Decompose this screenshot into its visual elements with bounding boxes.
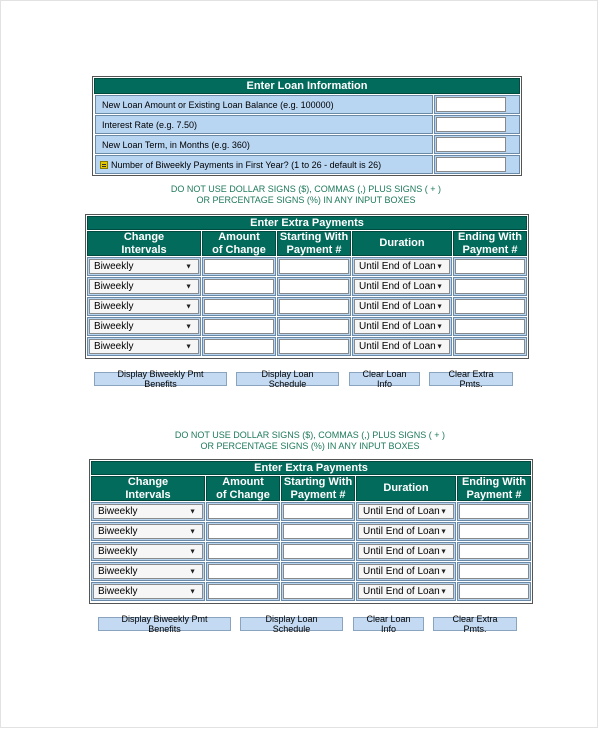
interval-select-value: Biweekly — [98, 546, 138, 557]
interval-select[interactable] — [89, 279, 199, 294]
duration-select-value: Until End of Loan — [363, 506, 440, 517]
starting-payment-input[interactable] — [283, 524, 353, 539]
menu-lines-icon[interactable] — [100, 161, 108, 169]
column-header-amount-of-change: Amount of Change — [202, 231, 276, 256]
chevron-down-icon: ▼ — [440, 568, 447, 575]
duration-select-value: Until End of Loan — [359, 321, 436, 332]
column-header-amount-of-change: Amount of Change — [206, 476, 280, 501]
ending-payment-input[interactable] — [455, 339, 525, 354]
starting-payment-input[interactable] — [279, 259, 349, 274]
amount-of-change-input[interactable] — [208, 584, 278, 599]
chevron-down-icon: ▼ — [189, 528, 196, 535]
column-header-starting-payment: Starting With Payment # — [281, 476, 355, 501]
amount-of-change-input[interactable] — [204, 259, 274, 274]
interval-select-value: Biweekly — [94, 301, 134, 312]
chevron-down-icon: ▼ — [440, 588, 447, 595]
chevron-down-icon: ▼ — [440, 548, 447, 555]
duration-select[interactable] — [358, 564, 454, 579]
interval-select-value: Biweekly — [94, 321, 134, 332]
chevron-down-icon: ▼ — [185, 263, 192, 270]
duration-select[interactable] — [354, 259, 450, 274]
chevron-down-icon: ▼ — [440, 528, 447, 535]
amount-of-change-input[interactable] — [204, 339, 274, 354]
interval-select[interactable] — [93, 524, 203, 539]
biweekly-count-label — [95, 155, 433, 174]
extra-payments-header: Enter Extra Payments — [91, 461, 531, 475]
interval-select-value: Biweekly — [98, 506, 138, 517]
starting-payment-input[interactable] — [279, 299, 349, 314]
column-header-duration: Duration — [352, 231, 452, 256]
chevron-down-icon: ▼ — [185, 323, 192, 330]
column-header-ending-payment: Ending With Payment # — [453, 231, 527, 256]
starting-payment-input[interactable] — [283, 544, 353, 559]
column-header-ending-payment: Ending With Payment # — [457, 476, 531, 501]
chevron-down-icon: ▼ — [436, 303, 443, 310]
chevron-down-icon: ▼ — [436, 343, 443, 350]
input-notice-1 — [6, 184, 600, 206]
ending-payment-input[interactable] — [459, 544, 529, 559]
display-benefits-button[interactable]: Display Biweekly Pmt Benefits — [94, 372, 227, 386]
amount-of-change-input[interactable] — [204, 299, 274, 314]
clear-loan-info-button[interactable]: Clear Loan Info — [349, 372, 420, 386]
chevron-down-icon: ▼ — [185, 343, 192, 350]
column-header-starting-payment: Starting With Payment # — [277, 231, 351, 256]
interval-select[interactable] — [93, 584, 203, 599]
chevron-down-icon: ▼ — [189, 548, 196, 555]
amount-of-change-input[interactable] — [204, 279, 274, 294]
clear-extra-payments-button[interactable]: Clear Extra Pmts. — [433, 617, 517, 631]
duration-select[interactable] — [358, 504, 454, 519]
duration-select[interactable] — [358, 544, 454, 559]
duration-select-value: Until End of Loan — [359, 301, 436, 312]
duration-select[interactable] — [358, 524, 454, 539]
display-benefits-button[interactable]: Display Biweekly Pmt Benefits — [98, 617, 231, 631]
loan-term-input[interactable] — [436, 137, 506, 152]
amount-of-change-input[interactable] — [208, 544, 278, 559]
interest-rate-label — [95, 115, 433, 134]
interval-select-value: Biweekly — [94, 281, 134, 292]
loan-term-label — [95, 135, 433, 154]
interval-select-value: Biweekly — [94, 261, 134, 272]
duration-select[interactable] — [354, 299, 450, 314]
duration-select-value: Until End of Loan — [363, 546, 440, 557]
duration-select[interactable] — [354, 279, 450, 294]
ending-payment-input[interactable] — [459, 564, 529, 579]
ending-payment-input[interactable] — [455, 299, 525, 314]
starting-payment-input[interactable] — [283, 564, 353, 579]
chevron-down-icon: ▼ — [189, 568, 196, 575]
clear-extra-payments-button[interactable]: Clear Extra Pmts. — [429, 372, 513, 386]
chevron-down-icon: ▼ — [436, 263, 443, 270]
duration-select-value: Until End of Loan — [363, 526, 440, 537]
interval-select-value: Biweekly — [98, 526, 138, 537]
starting-payment-input[interactable] — [279, 319, 349, 334]
column-header-change-intervals: Change Intervals — [91, 476, 205, 501]
input-notice-2-line1: DO NOT USE DOLLAR SIGNS ($), COMMAS (,) PLUS SIGNS ( + ) — [174, 430, 446, 440]
interval-select-value: Biweekly — [98, 586, 138, 597]
column-header-change-intervals: Change Intervals — [87, 231, 201, 256]
extra-payments-header: Enter Extra Payments — [87, 216, 527, 230]
interval-select[interactable] — [93, 544, 203, 559]
starting-payment-input[interactable] — [279, 279, 349, 294]
loan-info-header: Enter Loan Information — [94, 78, 520, 94]
display-schedule-button[interactable]: Display Loan Schedule — [240, 617, 343, 631]
column-header-duration: Duration — [356, 476, 456, 501]
amount-of-change-input[interactable] — [208, 504, 278, 519]
interval-select[interactable] — [89, 259, 199, 274]
ending-payment-input[interactable] — [455, 319, 525, 334]
amount-of-change-input[interactable] — [208, 564, 278, 579]
biweekly-count-label-text: Number of Biweekly Payments in First Year? (1 to 26 - default is 26) — [111, 159, 382, 170]
input-notice-2-line2: OR PERCENTAGE SIGNS (%) IN ANY INPUT BOXES — [200, 441, 420, 451]
chevron-down-icon: ▼ — [185, 283, 192, 290]
input-notice-1-line2: OR PERCENTAGE SIGNS (%) IN ANY INPUT BOXES — [196, 195, 416, 205]
starting-payment-input[interactable] — [279, 339, 349, 354]
interval-select[interactable] — [89, 339, 199, 354]
ending-payment-input[interactable] — [459, 524, 529, 539]
interval-select-value: Biweekly — [98, 566, 138, 577]
amount-of-change-input[interactable] — [208, 524, 278, 539]
ending-payment-input[interactable] — [455, 259, 525, 274]
chevron-down-icon: ▼ — [436, 283, 443, 290]
chevron-down-icon: ▼ — [436, 323, 443, 330]
display-schedule-button[interactable]: Display Loan Schedule — [236, 372, 339, 386]
chevron-down-icon: ▼ — [440, 508, 447, 515]
loan-amount-label-text: New Loan Amount or Existing Loan Balance (e.g. 100000) — [102, 99, 334, 110]
duration-select[interactable] — [354, 339, 450, 354]
duration-select-value: Until End of Loan — [359, 281, 436, 292]
duration-select-value: Until End of Loan — [359, 341, 436, 352]
interest-rate-input[interactable] — [436, 117, 506, 132]
duration-select-value: Until End of Loan — [363, 586, 440, 597]
interval-select[interactable] — [89, 319, 199, 334]
duration-select-value: Until End of Loan — [363, 566, 440, 577]
amount-of-change-input[interactable] — [204, 319, 274, 334]
ending-payment-input[interactable] — [455, 279, 525, 294]
input-notice-2 — [10, 430, 600, 452]
chevron-down-icon: ▼ — [189, 588, 196, 595]
ending-payment-input[interactable] — [459, 504, 529, 519]
interval-select[interactable] — [89, 299, 199, 314]
starting-payment-input[interactable] — [283, 504, 353, 519]
loan-amount-input[interactable] — [436, 97, 506, 112]
loan-amount-label — [95, 95, 433, 114]
ending-payment-input[interactable] — [459, 584, 529, 599]
input-notice-1-line1: DO NOT USE DOLLAR SIGNS ($), COMMAS (,) PLUS SIGNS ( + ) — [170, 184, 442, 194]
duration-select[interactable] — [358, 584, 454, 599]
interval-select-value: Biweekly — [94, 341, 134, 352]
interval-select[interactable] — [93, 564, 203, 579]
starting-payment-input[interactable] — [283, 584, 353, 599]
duration-select-value: Until End of Loan — [359, 261, 436, 272]
biweekly-count-input[interactable] — [436, 157, 506, 172]
chevron-down-icon: ▼ — [189, 508, 196, 515]
chevron-down-icon: ▼ — [185, 303, 192, 310]
loan-term-label-text: New Loan Term, in Months (e.g. 360) — [102, 139, 250, 150]
interest-rate-label-text: Interest Rate (e.g. 7.50) — [102, 119, 198, 130]
duration-select[interactable] — [354, 319, 450, 334]
clear-loan-info-button[interactable]: Clear Loan Info — [353, 617, 424, 631]
interval-select[interactable] — [93, 504, 203, 519]
